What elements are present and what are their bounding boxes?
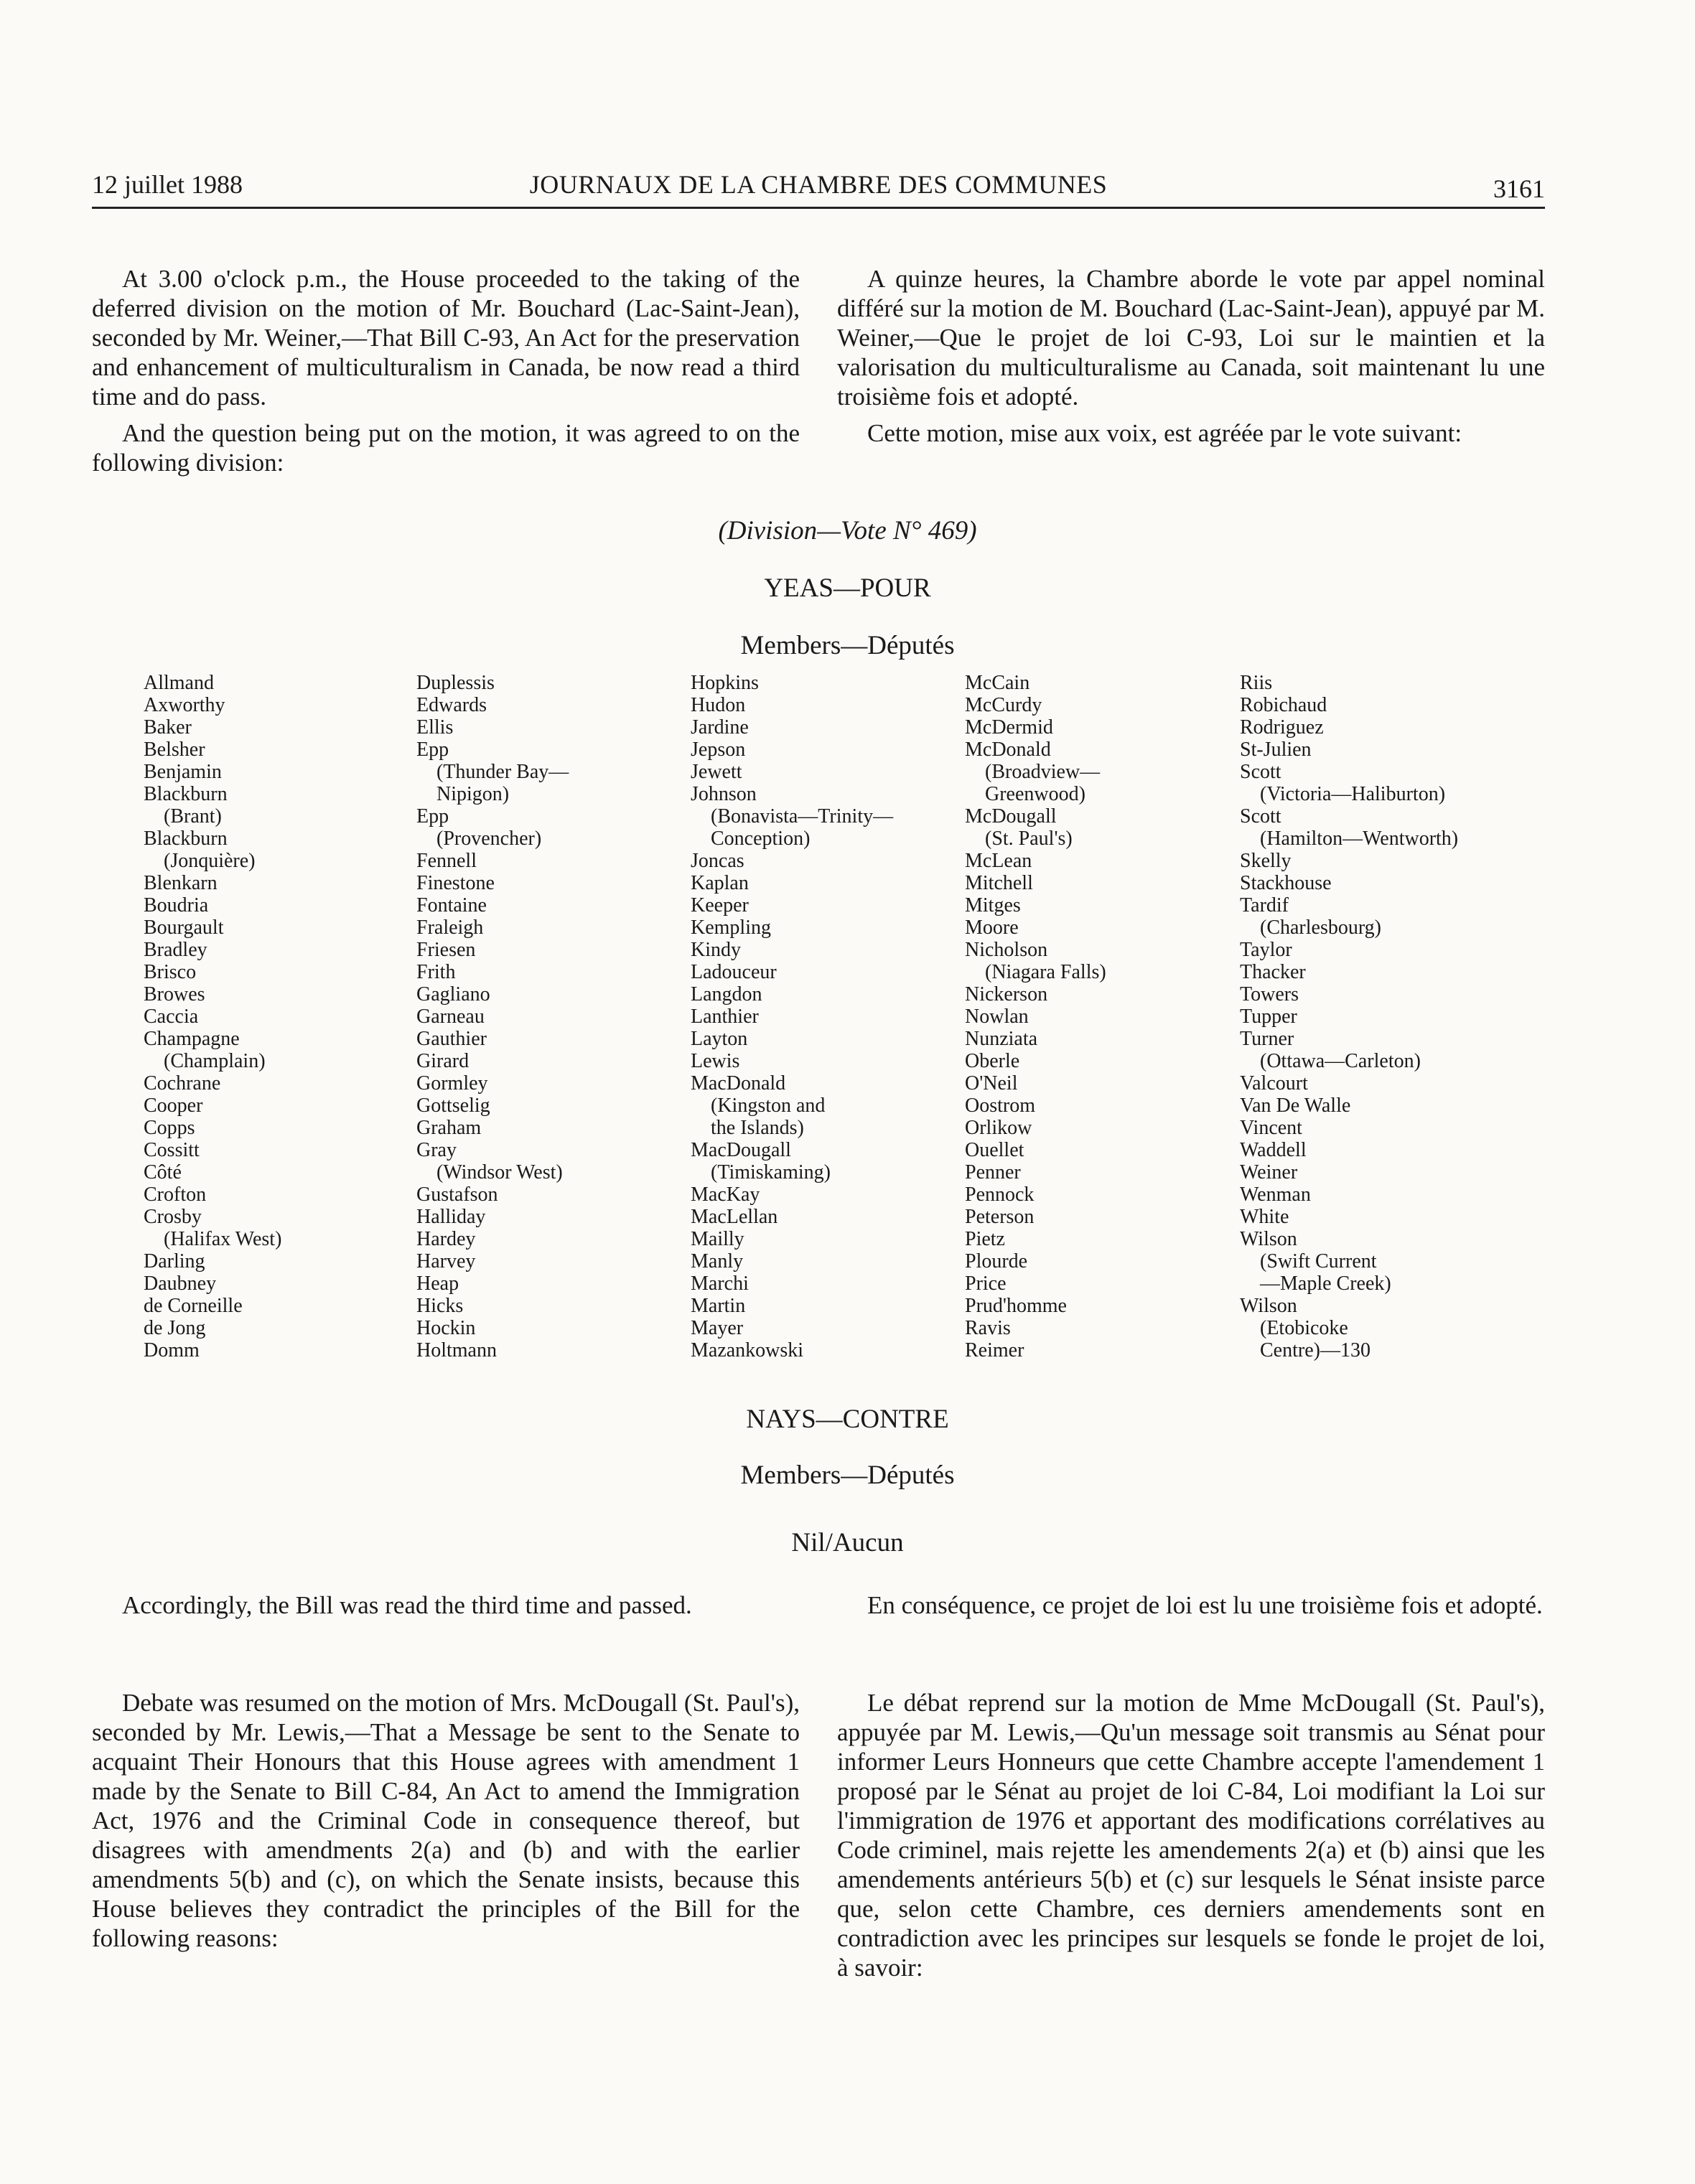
member-name: Moore (965, 917, 1019, 939)
member-name: Caccia (144, 1006, 199, 1028)
member-name: Manly (691, 1250, 744, 1273)
member-name: de Corneille (144, 1295, 243, 1317)
member-name: (Etobicoke (1260, 1317, 1348, 1339)
member-name: Edwards (416, 694, 487, 716)
member-name: Weiner (1240, 1161, 1298, 1184)
member-name: Prud'homme (965, 1295, 1067, 1317)
debate-en-paragraph: Debate was resumed on the motion of Mrs. McDougall (St. Paul's), seconded by Mr. Lewis,—That a Message be sent to the Senate to acquaint Their Honours that this House agrees with amendment 1 made by the Senate to Bill C-84, An Act to amend the Immigration Act, 1976 and the Criminal Code in consequence thereof, but disagrees with amendments 2(a) and (b) and with the earlier amendments 5(b) and (c), on which the Senate insists, because this House believes they contradict the principles of the Bill for the following reasons: (92, 1689, 800, 1952)
member-name: Blenkarn (144, 872, 218, 894)
member-name: Blackburn (144, 828, 228, 850)
member-name: Scott (1240, 805, 1281, 828)
member-name: Mayer (691, 1317, 744, 1339)
member-name: MacLellan (691, 1206, 778, 1228)
member-name: Allmand (144, 672, 214, 694)
member-name: Côté (144, 1161, 182, 1184)
page-number: 3161 (1493, 174, 1545, 203)
member-name: Layton (691, 1028, 748, 1050)
member-name: Epp (416, 805, 449, 828)
member-name: de Jong (144, 1317, 206, 1339)
member-name: Robichaud (1240, 694, 1327, 716)
member-name: Kindy (691, 939, 741, 961)
member-name: Ladouceur (691, 961, 777, 983)
member-name: Gauthier (416, 1028, 487, 1050)
member-name: Centre)—130 (1260, 1339, 1371, 1362)
member-name: Cooper (144, 1095, 203, 1117)
member-name: Vincent (1240, 1117, 1302, 1139)
member-name: Lewis (691, 1050, 740, 1072)
member-name: Cochrane (144, 1072, 221, 1095)
member-name: Peterson (965, 1206, 1035, 1228)
member-name: Stackhouse (1240, 872, 1332, 894)
division-title: (Division—Vote N° 469) (718, 516, 977, 545)
header-date: 12 juillet 1988 (92, 170, 243, 199)
member-name: (Victoria—Haliburton) (1260, 783, 1446, 805)
member-name: Daubney (144, 1273, 217, 1295)
member-name: Ravis (965, 1317, 1011, 1339)
member-name: Fennell (416, 850, 477, 872)
member-name: Taylor (1240, 939, 1292, 961)
member-name: Mitges (965, 894, 1021, 917)
member-name: (Kingston and (711, 1095, 826, 1117)
member-name: Hopkins (691, 672, 759, 694)
member-name: Martin (691, 1295, 746, 1317)
member-name: Gagliano (416, 983, 490, 1006)
member-name: Brisco (144, 961, 197, 983)
member-name: Turner (1240, 1028, 1294, 1050)
member-name: Orlikow (965, 1117, 1032, 1139)
member-name: Scott (1240, 761, 1281, 783)
member-name: Wilson (1240, 1228, 1297, 1250)
member-name: Hudon (691, 694, 746, 716)
member-name: Heap (416, 1273, 459, 1295)
member-name: Gormley (416, 1072, 488, 1095)
member-name: Mailly (691, 1228, 744, 1250)
member-name: Jewett (691, 761, 742, 783)
member-name: Oberle (965, 1050, 1020, 1072)
member-name: Plourde (965, 1250, 1028, 1273)
member-name: Lanthier (691, 1006, 759, 1028)
member-name: Pietz (965, 1228, 1005, 1250)
member-name: Valcourt (1240, 1072, 1308, 1095)
member-name: Skelly (1240, 850, 1292, 872)
intro-fr-paragraph-1: A quinze heures, la Chambre aborde le vote par appel nominal différé sur la motion de M. Bouchard (Lac-Saint-Jean), appuyé par M. Weiner,—Que le projet de loi C-93, Loi sur le maintien et la valorisation du multiculturalisme au Canada, soit maintenant lu une troisième fois et adopté. (837, 265, 1545, 411)
intro-en-paragraph-1: At 3.00 o'clock p.m., the House proceeded to the taking of the deferred division on the motion of Mr. Bouchard (Lac-Saint-Jean), seconded by Mr. Weiner,—That Bill C-93, An Act for the preservation and enhancement of multiculturalism in Canada, be now read a third time and do pass. (92, 265, 800, 411)
member-name: Friesen (416, 939, 476, 961)
member-name: (Windsor West) (436, 1161, 563, 1184)
member-name: (Niagara Falls) (985, 961, 1106, 983)
yeas-column-5 (1240, 672, 1458, 1362)
member-name: Domm (144, 1339, 200, 1362)
member-name: (Champlain) (164, 1050, 266, 1072)
nays-members-heading: Members—Députés (740, 1461, 955, 1490)
member-name: Langdon (691, 983, 762, 1006)
member-name: MacDougall (691, 1139, 791, 1161)
result-fr-paragraph: En conséquence, ce projet de loi est lu une troisième fois et adopté. (867, 1591, 1543, 1619)
member-name: Cossitt (144, 1139, 200, 1161)
member-name: Hicks (416, 1295, 464, 1317)
page-header (92, 167, 1545, 209)
member-name: O'Neil (965, 1072, 1018, 1095)
member-name: McDonald (965, 739, 1051, 761)
member-name: Price (965, 1273, 1007, 1295)
member-name: Riis (1240, 672, 1273, 694)
member-name: Jardine (691, 716, 749, 739)
member-name: Mitchell (965, 872, 1033, 894)
member-name: Darling (144, 1250, 205, 1273)
result-en-paragraph: Accordingly, the Bill was read the third time and passed. (122, 1591, 692, 1619)
member-name: Ellis (416, 716, 454, 739)
member-name: (Timiskaming) (711, 1161, 831, 1184)
member-name: Nickerson (965, 983, 1048, 1006)
member-name: Gottselig (416, 1095, 490, 1117)
intro-french (837, 264, 1545, 455)
member-name: (Thunder Bay— (436, 761, 569, 783)
member-name: Bradley (144, 939, 207, 961)
nays-result: Nil/Aucun (791, 1528, 904, 1557)
member-name: Wilson (1240, 1295, 1297, 1317)
member-name: Frith (416, 961, 456, 983)
intro-english (92, 264, 800, 484)
member-name: Van De Walle (1240, 1095, 1351, 1117)
member-name: Joncas (691, 850, 744, 872)
member-name: Benjamin (144, 761, 222, 783)
debate-fr-paragraph: Le débat reprend sur la motion de Mme McDougall (St. Paul's), appuyée par M. Lewis,—Qu'un message soit transmis au Sénat pour informer Leurs Honneurs que cette Chambre accepte l'amendement 1 proposé par le Sénat au projet de loi C-84, Loi modifiant la Loi sur l'immigration de 1976 et apportant des modifications corrélatives au Code criminel, mais rejette les amendements 2(a) et (b) ainsi que les amendements antérieurs 5(b) et (c) sur lesquels le Sénat insiste parce que, selon cette Chambre, ces derniers amendements sont en contradiction avec les principes sur lesquels se fonde le projet de loi, à savoir: (837, 1689, 1545, 1982)
member-name: Nipigon) (436, 783, 510, 805)
debate-french (837, 1688, 1545, 1989)
member-name: Blackburn (144, 783, 228, 805)
member-name: Hardey (416, 1228, 476, 1250)
nays-heading: NAYS—CONTRE (746, 1405, 949, 1434)
member-name: Pennock (965, 1184, 1035, 1206)
member-name: Bourgault (144, 917, 224, 939)
member-name: (Swift Current (1260, 1250, 1377, 1273)
member-name: Belsher (144, 739, 205, 761)
member-name: St-Julien (1240, 739, 1312, 761)
result-english (92, 1590, 800, 1627)
member-name: (Broadview— (985, 761, 1101, 783)
member-name: Rodriguez (1240, 716, 1324, 739)
member-name: Wenman (1240, 1184, 1311, 1206)
member-name: Kaplan (691, 872, 749, 894)
member-name: Nunziata (965, 1028, 1038, 1050)
member-name: Copps (144, 1117, 195, 1139)
member-name: Conception) (711, 828, 811, 850)
member-name: Kempling (691, 917, 771, 939)
member-name: Keeper (691, 894, 749, 917)
member-name: Crosby (144, 1206, 202, 1228)
yeas-column-2 (416, 672, 569, 1362)
intro-en-paragraph-2: And the question being put on the motion, it was agreed to on the following division: (92, 419, 800, 477)
member-name: (Brant) (164, 805, 222, 828)
yeas-column-4 (965, 672, 1106, 1362)
member-name: McCurdy (965, 694, 1042, 716)
member-name: (Ottawa—Carleton) (1260, 1050, 1421, 1072)
member-name: Nicholson (965, 939, 1048, 961)
member-name: Gustafson (416, 1184, 498, 1206)
member-name: Finestone (416, 872, 495, 894)
member-name: (Jonquière) (164, 850, 256, 872)
member-name: McDougall (965, 805, 1057, 828)
member-name: Garneau (416, 1006, 485, 1028)
yeas-column-3 (691, 672, 893, 1362)
member-name: Baker (144, 716, 192, 739)
member-name: Fontaine (416, 894, 487, 917)
member-name: White (1240, 1206, 1289, 1228)
member-name: Epp (416, 739, 449, 761)
member-name: Graham (416, 1117, 482, 1139)
yeas-heading: YEAS—POUR (764, 573, 931, 603)
member-name: MacKay (691, 1184, 760, 1206)
member-name: McLean (965, 850, 1032, 872)
member-name: Reimer (965, 1339, 1024, 1362)
member-name: (Charlesbourg) (1260, 917, 1381, 939)
member-name: Towers (1240, 983, 1299, 1006)
member-name: MacDonald (691, 1072, 786, 1095)
member-name: Nowlan (965, 1006, 1029, 1028)
yeas-members-heading: Members—Députés (740, 631, 955, 660)
member-name: Thacker (1240, 961, 1306, 983)
member-name: Duplessis (416, 672, 495, 694)
member-name: Boudria (144, 894, 209, 917)
member-name: Holtmann (416, 1339, 497, 1362)
member-name: Greenwood) (985, 783, 1085, 805)
member-name: (Hamilton—Wentworth) (1260, 828, 1459, 850)
member-name: Jepson (691, 739, 746, 761)
member-name: Hockin (416, 1317, 476, 1339)
member-name: Crofton (144, 1184, 207, 1206)
member-name: Champagne (144, 1028, 240, 1050)
member-name: Halliday (416, 1206, 486, 1228)
member-name: —Maple Creek) (1260, 1273, 1391, 1295)
member-name: Girard (416, 1050, 470, 1072)
yeas-column-1 (144, 672, 281, 1362)
member-name: Fraleigh (416, 917, 484, 939)
member-name: Johnson (691, 783, 757, 805)
member-name: (St. Paul's) (985, 828, 1073, 850)
member-name: (Provencher) (436, 828, 542, 850)
member-name: Penner (965, 1161, 1021, 1184)
member-name: Tupper (1240, 1006, 1297, 1028)
member-name: Mazankowski (691, 1339, 804, 1362)
member-name: Ouellet (965, 1139, 1024, 1161)
member-name: (Bonavista—Trinity— (711, 805, 894, 828)
member-name: Axworthy (144, 694, 225, 716)
member-name: Browes (144, 983, 205, 1006)
member-name: McDermid (965, 716, 1053, 739)
member-name: the Islands) (711, 1117, 804, 1139)
intro-fr-paragraph-2: Cette motion, mise aux voix, est agréée par le vote suivant: (867, 419, 1462, 447)
header-title: JOURNAUX DE LA CHAMBRE DES COMMUNES (529, 170, 1108, 199)
member-name: Gray (416, 1139, 457, 1161)
member-name: Waddell (1240, 1139, 1307, 1161)
result-french (837, 1590, 1545, 1627)
member-name: Marchi (691, 1273, 749, 1295)
debate-english (92, 1688, 800, 1960)
member-name: Tardif (1240, 894, 1289, 917)
member-name: (Halifax West) (164, 1228, 282, 1250)
member-name: McCain (965, 672, 1030, 694)
member-name: Oostrom (965, 1095, 1035, 1117)
member-name: Harvey (416, 1250, 476, 1273)
